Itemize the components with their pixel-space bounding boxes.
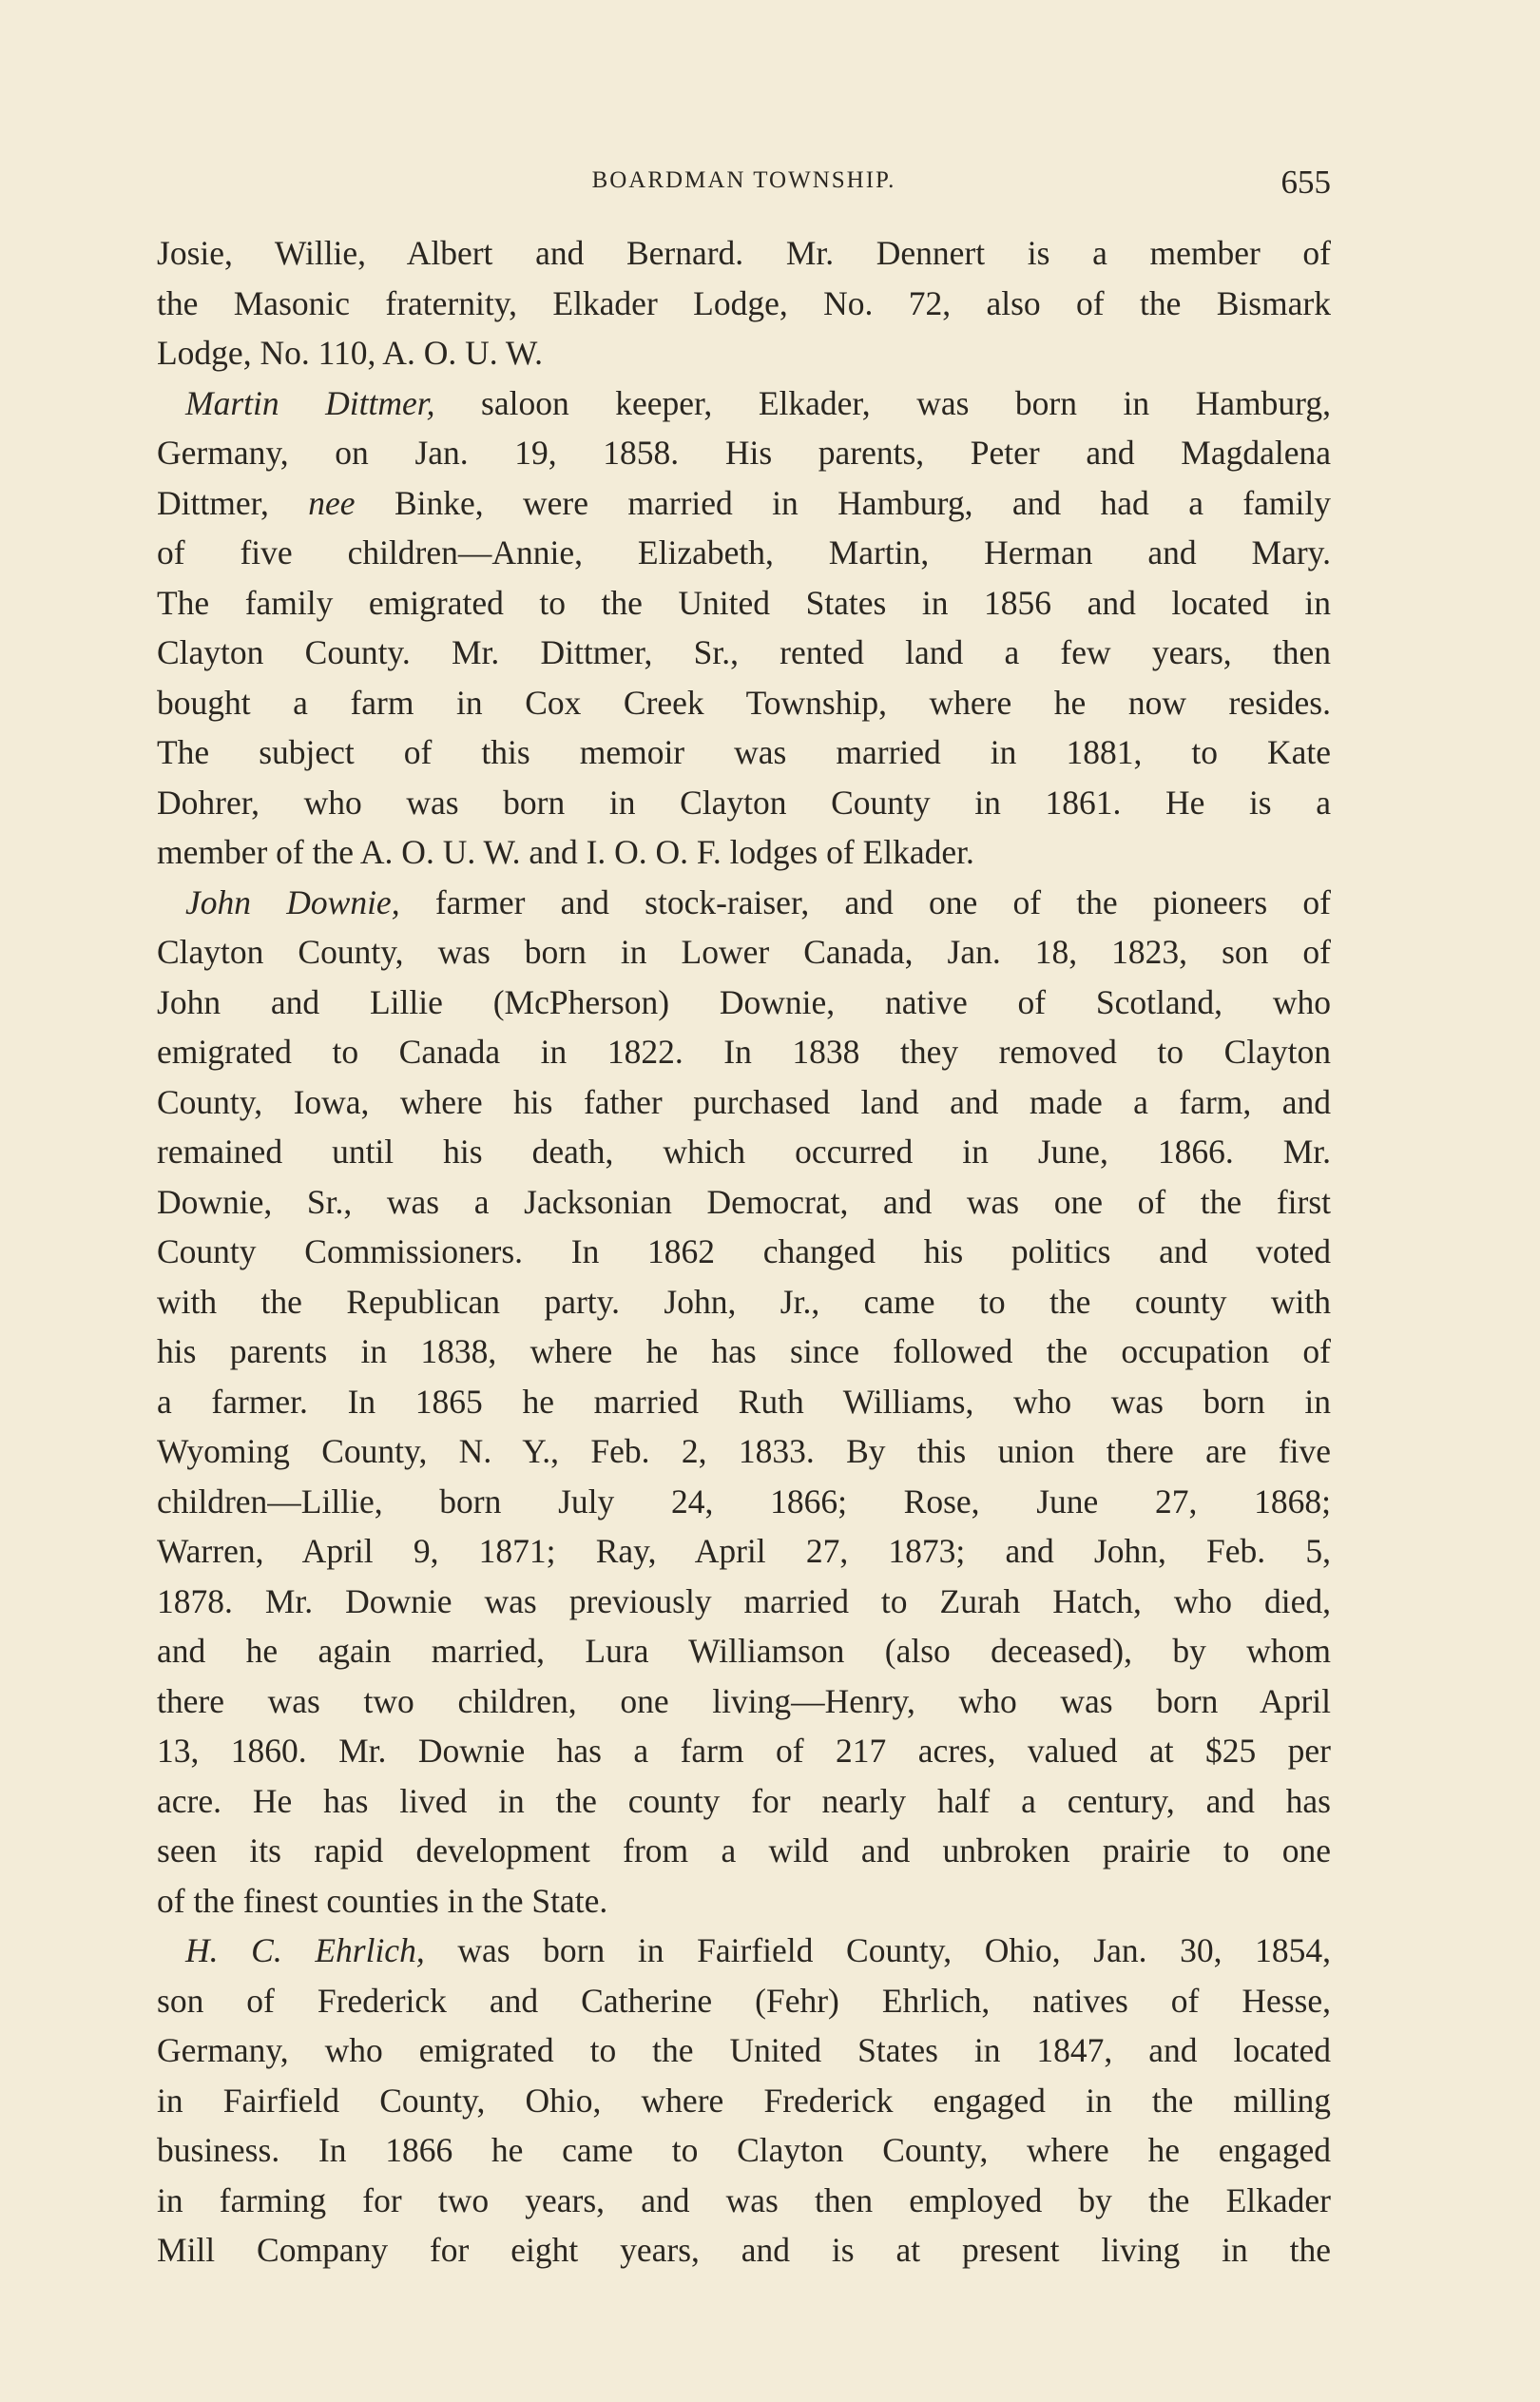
text-line: a farmer. In 1865 he married Ruth Williams, who was born in	[157, 1382, 1331, 1421]
text-line: emigrated to Canada in 1822. In 1838 they removed to Clayton	[157, 1033, 1331, 1071]
text-fragment: farmer and stock-raiser, and one of the pioneers of	[399, 882, 1331, 921]
running-head	[157, 164, 1331, 205]
text-fragment: Binke, were married in Hamburg, and had a family	[355, 483, 1332, 522]
biography-name: John Downie,	[185, 882, 400, 921]
text-line: business. In 1866 he came to Clayton County, where he engaged	[157, 2131, 1331, 2169]
text-line: John and Lillie (McPherson) Downie, native of Scotland, who	[157, 982, 1331, 1021]
text-line: with the Republican party. John, Jr., came to the county with	[157, 1282, 1331, 1321]
text-line: Dohrer, who was born in Clayton County in 1861. He is a	[157, 783, 1331, 822]
biography-name: H. C. Ehrlich,	[185, 1931, 425, 1969]
page-number: 655	[1280, 164, 1331, 201]
text-fragment: was born in Fairfield County, Ohio, Jan. 30, 1854,	[424, 1931, 1331, 1969]
text-line: Lodge, No. 110, A. O. U. W.	[157, 334, 543, 372]
text-line: 1878. Mr. Downie was previously married to Zurah Hatch, who died,	[157, 1581, 1331, 1620]
text-line: Clayton County. Mr. Dittmer, Sr., rented land a few years, then	[157, 633, 1331, 671]
text-line: the Masonic fraternity, Elkader Lodge, No. 72, also of the Bismark	[157, 283, 1331, 322]
text-line: County, Iowa, where his father purchased land and made a farm, and	[157, 1082, 1331, 1121]
text-line: and he again married, Lura Williamson (also deceased), by whom	[157, 1632, 1331, 1670]
text-line: 13, 1860. Mr. Downie has a farm of 217 acres, valued at $25 per	[157, 1732, 1331, 1770]
text-line: bought a farm in Cox Creek Township, where he now resides.	[157, 683, 1331, 722]
text-line: The family emigrated to the United States in 1856 and located in	[157, 583, 1331, 622]
text-line: children—Lillie, born July 24, 1866; Rose, June 27, 1868;	[157, 1482, 1331, 1521]
text-line: Wyoming County, N. Y., Feb. 2, 1833. By this union there are five	[157, 1432, 1331, 1470]
text-line: Downie, Sr., was a Jacksonian Democrat, and was one of the first	[157, 1182, 1331, 1221]
text-line: remained until his death, which occurred in June, 1866. Mr.	[157, 1133, 1331, 1171]
page-body	[157, 228, 1331, 2276]
text-line: in Fairfield County, Ohio, where Frederick engaged in the milling	[157, 2081, 1331, 2120]
text-line: member of the A. O. U. W. and I. O. O. F. lodges of Elkader.	[157, 833, 974, 871]
text-line: Germany, on Jan. 19, 1858. His parents, Peter and Magdalena	[157, 434, 1331, 472]
text-line	[157, 378, 1331, 429]
text-line: of five children—Annie, Elizabeth, Martin, Herman and Mary.	[157, 533, 1331, 571]
text-line: there was two children, one living—Henry, who was born April	[157, 1681, 1331, 1720]
running-title: BOARDMAN TOWNSHIP.	[591, 167, 896, 193]
text-line: Warren, April 9, 1871; Ray, April 27, 1873; and John, Feb. 5,	[157, 1532, 1331, 1570]
text-line: County Commissioners. In 1862 changed his politics and voted	[157, 1232, 1331, 1270]
text-line: seen its rapid development from a wild and unbroken prairie to one	[157, 1831, 1331, 1869]
text-fragment: Dittmer,	[157, 483, 309, 522]
text-line: son of Frederick and Catherine (Fehr) Ehrlich, natives of Hesse,	[157, 1981, 1331, 2020]
text-line: Clayton County, was born in Lower Canada, Jan. 18, 1823, son of	[157, 933, 1331, 971]
italic-word: nee	[308, 483, 356, 522]
text-fragment: saloon keeper, Elkader, was born in Hamburg,	[434, 383, 1331, 422]
text-line: The subject of this memoir was married in 1881, to Kate	[157, 733, 1331, 771]
text-line: Germany, who emigrated to the United States in 1847, and located	[157, 2031, 1331, 2069]
text-line: his parents in 1838, where he has since followed the occupation of	[157, 1332, 1331, 1370]
text-line: acre. He has lived in the county for nearly half a century, and has	[157, 1781, 1331, 1820]
text-line	[157, 478, 1331, 529]
text-line	[157, 1926, 1331, 1976]
biography-name: Martin Dittmer,	[185, 383, 435, 422]
text-line: Josie, Willie, Albert and Bernard. Mr. Dennert is a member of	[157, 234, 1331, 272]
text-line	[157, 878, 1331, 928]
text-line: Mill Company for eight years, and is at present living in the	[157, 2231, 1331, 2269]
text-line: of the finest counties in the State.	[157, 1881, 608, 1920]
text-line: in farming for two years, and was then employed by the Elkader	[157, 2180, 1331, 2219]
